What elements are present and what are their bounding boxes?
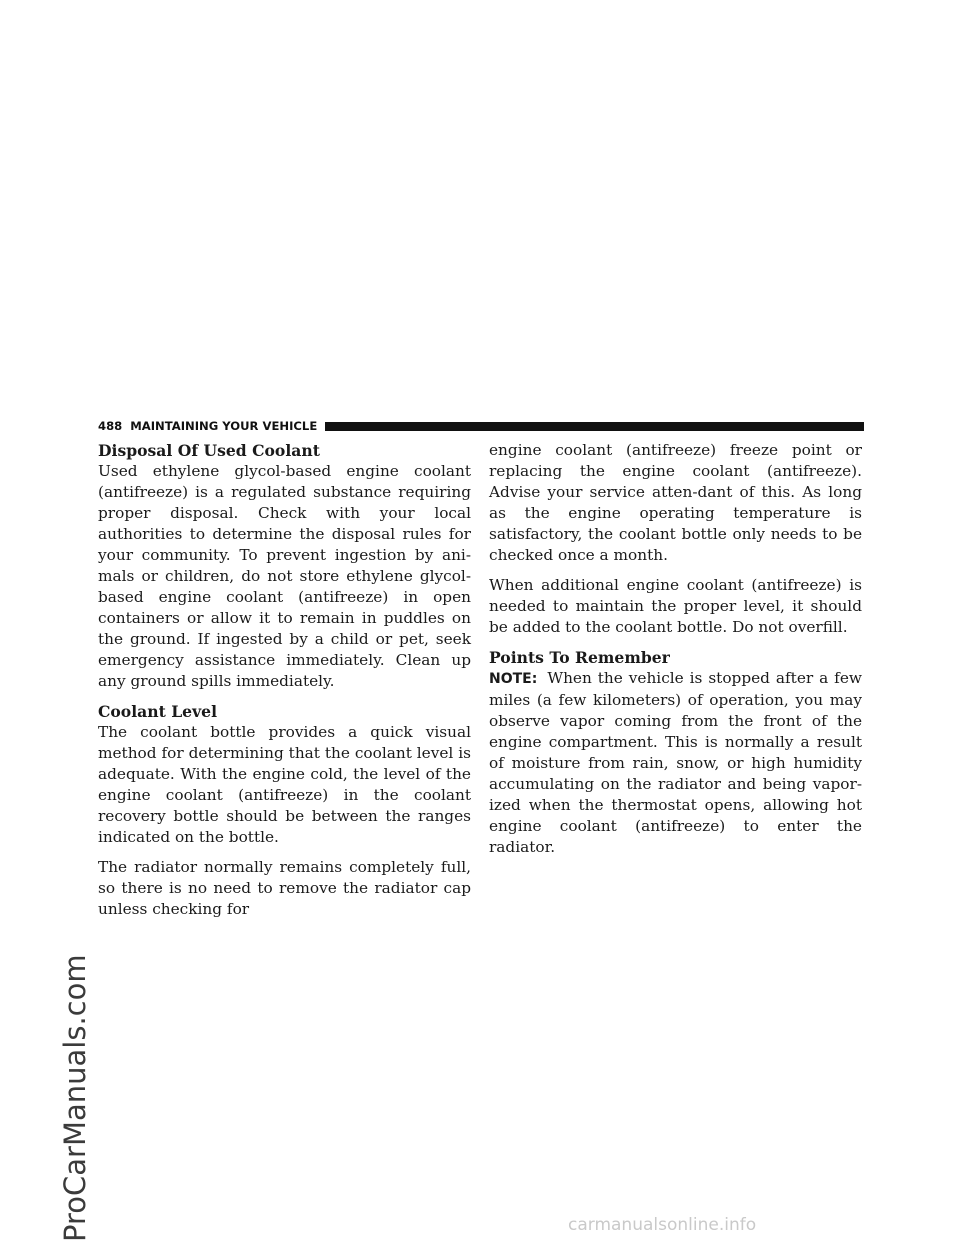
bottom-watermark: carmanualsonline.info — [568, 1215, 757, 1235]
paragraph-radiator: The radiator normally remains completely full, so there is no need to remove the radiator cap unless checking for — [98, 858, 471, 918]
paragraph-coolant-level: The coolant bottle provides a quick visual method for determining that the coolant level is adequate. With the engine cold, the level of the engine coolant (antifreeze) in the coolant recovery bottle should be between the ranges indicated on the bottle. — [98, 723, 471, 846]
note-label: NOTE: — [489, 671, 538, 687]
note-text: When the vehicle is stopped after a few miles (a few kilometers) of operation, you may observe vapor coming from the front of the engine compartment. This is normally a result of moisture from rain, snow, or high humidity accumulating on the radiator and being vapor-ized when the thermostat opens, allowing hot engine coolant (antifreeze) to enter the radiator. — [489, 669, 862, 856]
heading-disposal: Disposal Of Used Coolant — [98, 441, 320, 460]
note-paragraph — [489, 668, 862, 858]
header-rule — [325, 422, 864, 431]
left-column — [98, 440, 471, 929]
heading-points-to-remember: Points To Remember — [489, 648, 670, 667]
page-number: 488 — [98, 419, 123, 433]
paragraph-freeze-point: engine coolant (antifreeze) freeze point or replacing the engine coolant (antifreeze). Advise your service atten-dant of this. As long as the engine operating temperature is satisfactory, the coolant bottle only needs to be checked once a month. — [489, 441, 862, 564]
page-header — [98, 418, 864, 434]
paragraph-disposal: Used ethylene glycol-based engine coolant (antifreeze) is a regulated substance requiring proper disposal. Check with your local authorities to determine the disposal rules for your community. To prevent ingestion by ani-mals or children, do not store ethylene glycol-based engine coolant (antifreeze) in open containers or allow it to remain in puddles on the ground. If ingested by a child or pet, seek emergency assistance immediately. Clean up any ground spills immediately. — [98, 462, 471, 690]
paragraph-additional-coolant: When additional engine coolant (antifreeze) is needed to maintain the proper level, it should be added to the coolant bottle. Do not overfill. — [489, 576, 862, 636]
heading-coolant-level: Coolant Level — [98, 702, 218, 721]
side-watermark: ProCarManuals.com — [58, 954, 92, 1242]
right-column — [489, 440, 862, 867]
section-title: MAINTAINING YOUR VEHICLE — [130, 419, 318, 433]
